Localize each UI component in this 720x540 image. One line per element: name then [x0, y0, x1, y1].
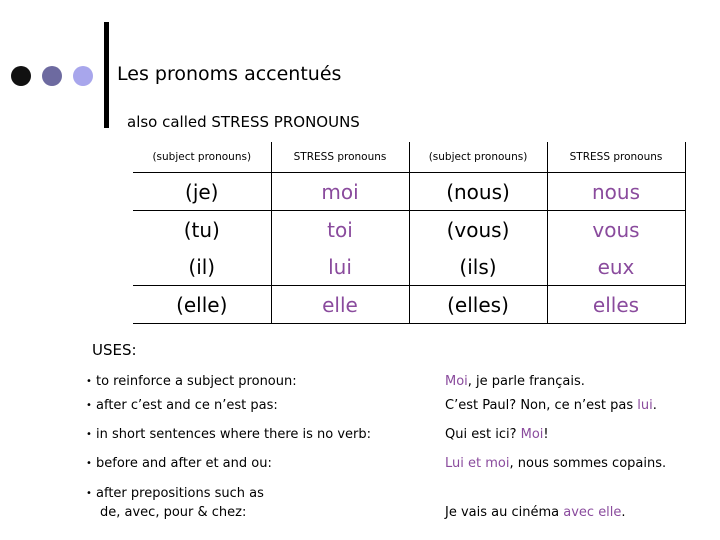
header-stress-pronouns-2: STRESS pronouns: [547, 142, 685, 173]
uses-heading: [92, 341, 137, 359]
list-bullet: •: [86, 458, 92, 469]
stress-pronoun-cell: moi: [271, 173, 409, 211]
example-highlight: moi: [485, 456, 510, 471]
use-example: [445, 456, 666, 471]
bullet-dot-dark: [11, 66, 31, 86]
uses-heading-label: USES: [92, 341, 132, 359]
use-description: before and after et and ou:: [96, 456, 272, 471]
subject-pronoun-cell: (il): [133, 248, 271, 286]
stress-pronoun-cell: nous: [547, 173, 685, 211]
use-example: [445, 505, 626, 520]
table-header-row: [133, 142, 685, 173]
stress-pronoun-cell: elle: [271, 286, 409, 324]
pronoun-table: [133, 142, 686, 324]
example-highlight: Moi: [520, 427, 544, 442]
subject-pronoun-cell: (tu): [133, 211, 271, 249]
slide-subtitle: also called STRESS PRONOUNS: [127, 113, 360, 131]
example-highlight: lui: [637, 398, 653, 413]
subject-pronoun-cell: (elle): [133, 286, 271, 324]
stress-pronoun-cell: elles: [547, 286, 685, 324]
subject-pronoun-cell: (ils): [409, 248, 547, 286]
use-description-line-2: de, avec, pour & chez:: [100, 505, 247, 520]
example-text: .: [621, 505, 626, 520]
use-example: [445, 374, 585, 389]
example-highlight: Lui: [445, 456, 464, 471]
use-description-line-1: after prepositions such as: [96, 486, 264, 501]
example-text: !: [543, 427, 549, 442]
table-row: [133, 248, 685, 286]
stress-pronoun-cell: eux: [547, 248, 685, 286]
slide-title: Les pronoms accentués: [117, 63, 342, 85]
table-row: [133, 173, 685, 211]
list-bullet: •: [86, 400, 92, 411]
use-description: after c’est and ce n’est pas:: [96, 398, 278, 413]
subject-pronoun-cell: (je): [133, 173, 271, 211]
use-description: to reinforce a subject pronoun:: [96, 374, 297, 389]
example-text: .: [652, 398, 657, 413]
use-example: [445, 398, 657, 413]
list-bullet: •: [86, 429, 92, 440]
stress-pronoun-cell: lui: [271, 248, 409, 286]
subject-pronoun-cell: (elles): [409, 286, 547, 324]
subject-pronoun-cell: (nous): [409, 173, 547, 211]
use-description: in short sentences where there is no verb:: [96, 427, 372, 442]
example-text: Je vais au cinéma: [445, 505, 564, 520]
bullet-dot-mid: [42, 66, 62, 86]
example-text: C’est Paul? Non, ce n’est pas: [445, 398, 638, 413]
list-bullet: •: [86, 488, 92, 499]
table-row: [133, 211, 685, 249]
stress-pronoun-cell: toi: [271, 211, 409, 249]
example-text: Qui est ici?: [445, 427, 521, 442]
header-subject-pronouns-1: (subject pronouns): [133, 142, 271, 173]
title-divider-bar: [104, 22, 109, 128]
bullet-dot-light: [73, 66, 93, 86]
uses-heading-colon: :: [131, 341, 137, 359]
stress-pronoun-cell: vous: [547, 211, 685, 249]
example-highlight: avec elle: [563, 505, 622, 520]
list-bullet: •: [86, 376, 92, 387]
table-row: [133, 286, 685, 324]
example-highlight: Moi: [445, 374, 468, 389]
example-text: , je parle français.: [467, 374, 585, 389]
use-example: [445, 427, 549, 442]
example-text: , nous sommes copains.: [509, 456, 667, 471]
subject-pronoun-cell: (vous): [409, 211, 547, 249]
example-highlight: et: [463, 456, 486, 471]
header-stress-pronouns-1: STRESS pronouns: [271, 142, 409, 173]
header-subject-pronouns-2: (subject pronouns): [409, 142, 547, 173]
